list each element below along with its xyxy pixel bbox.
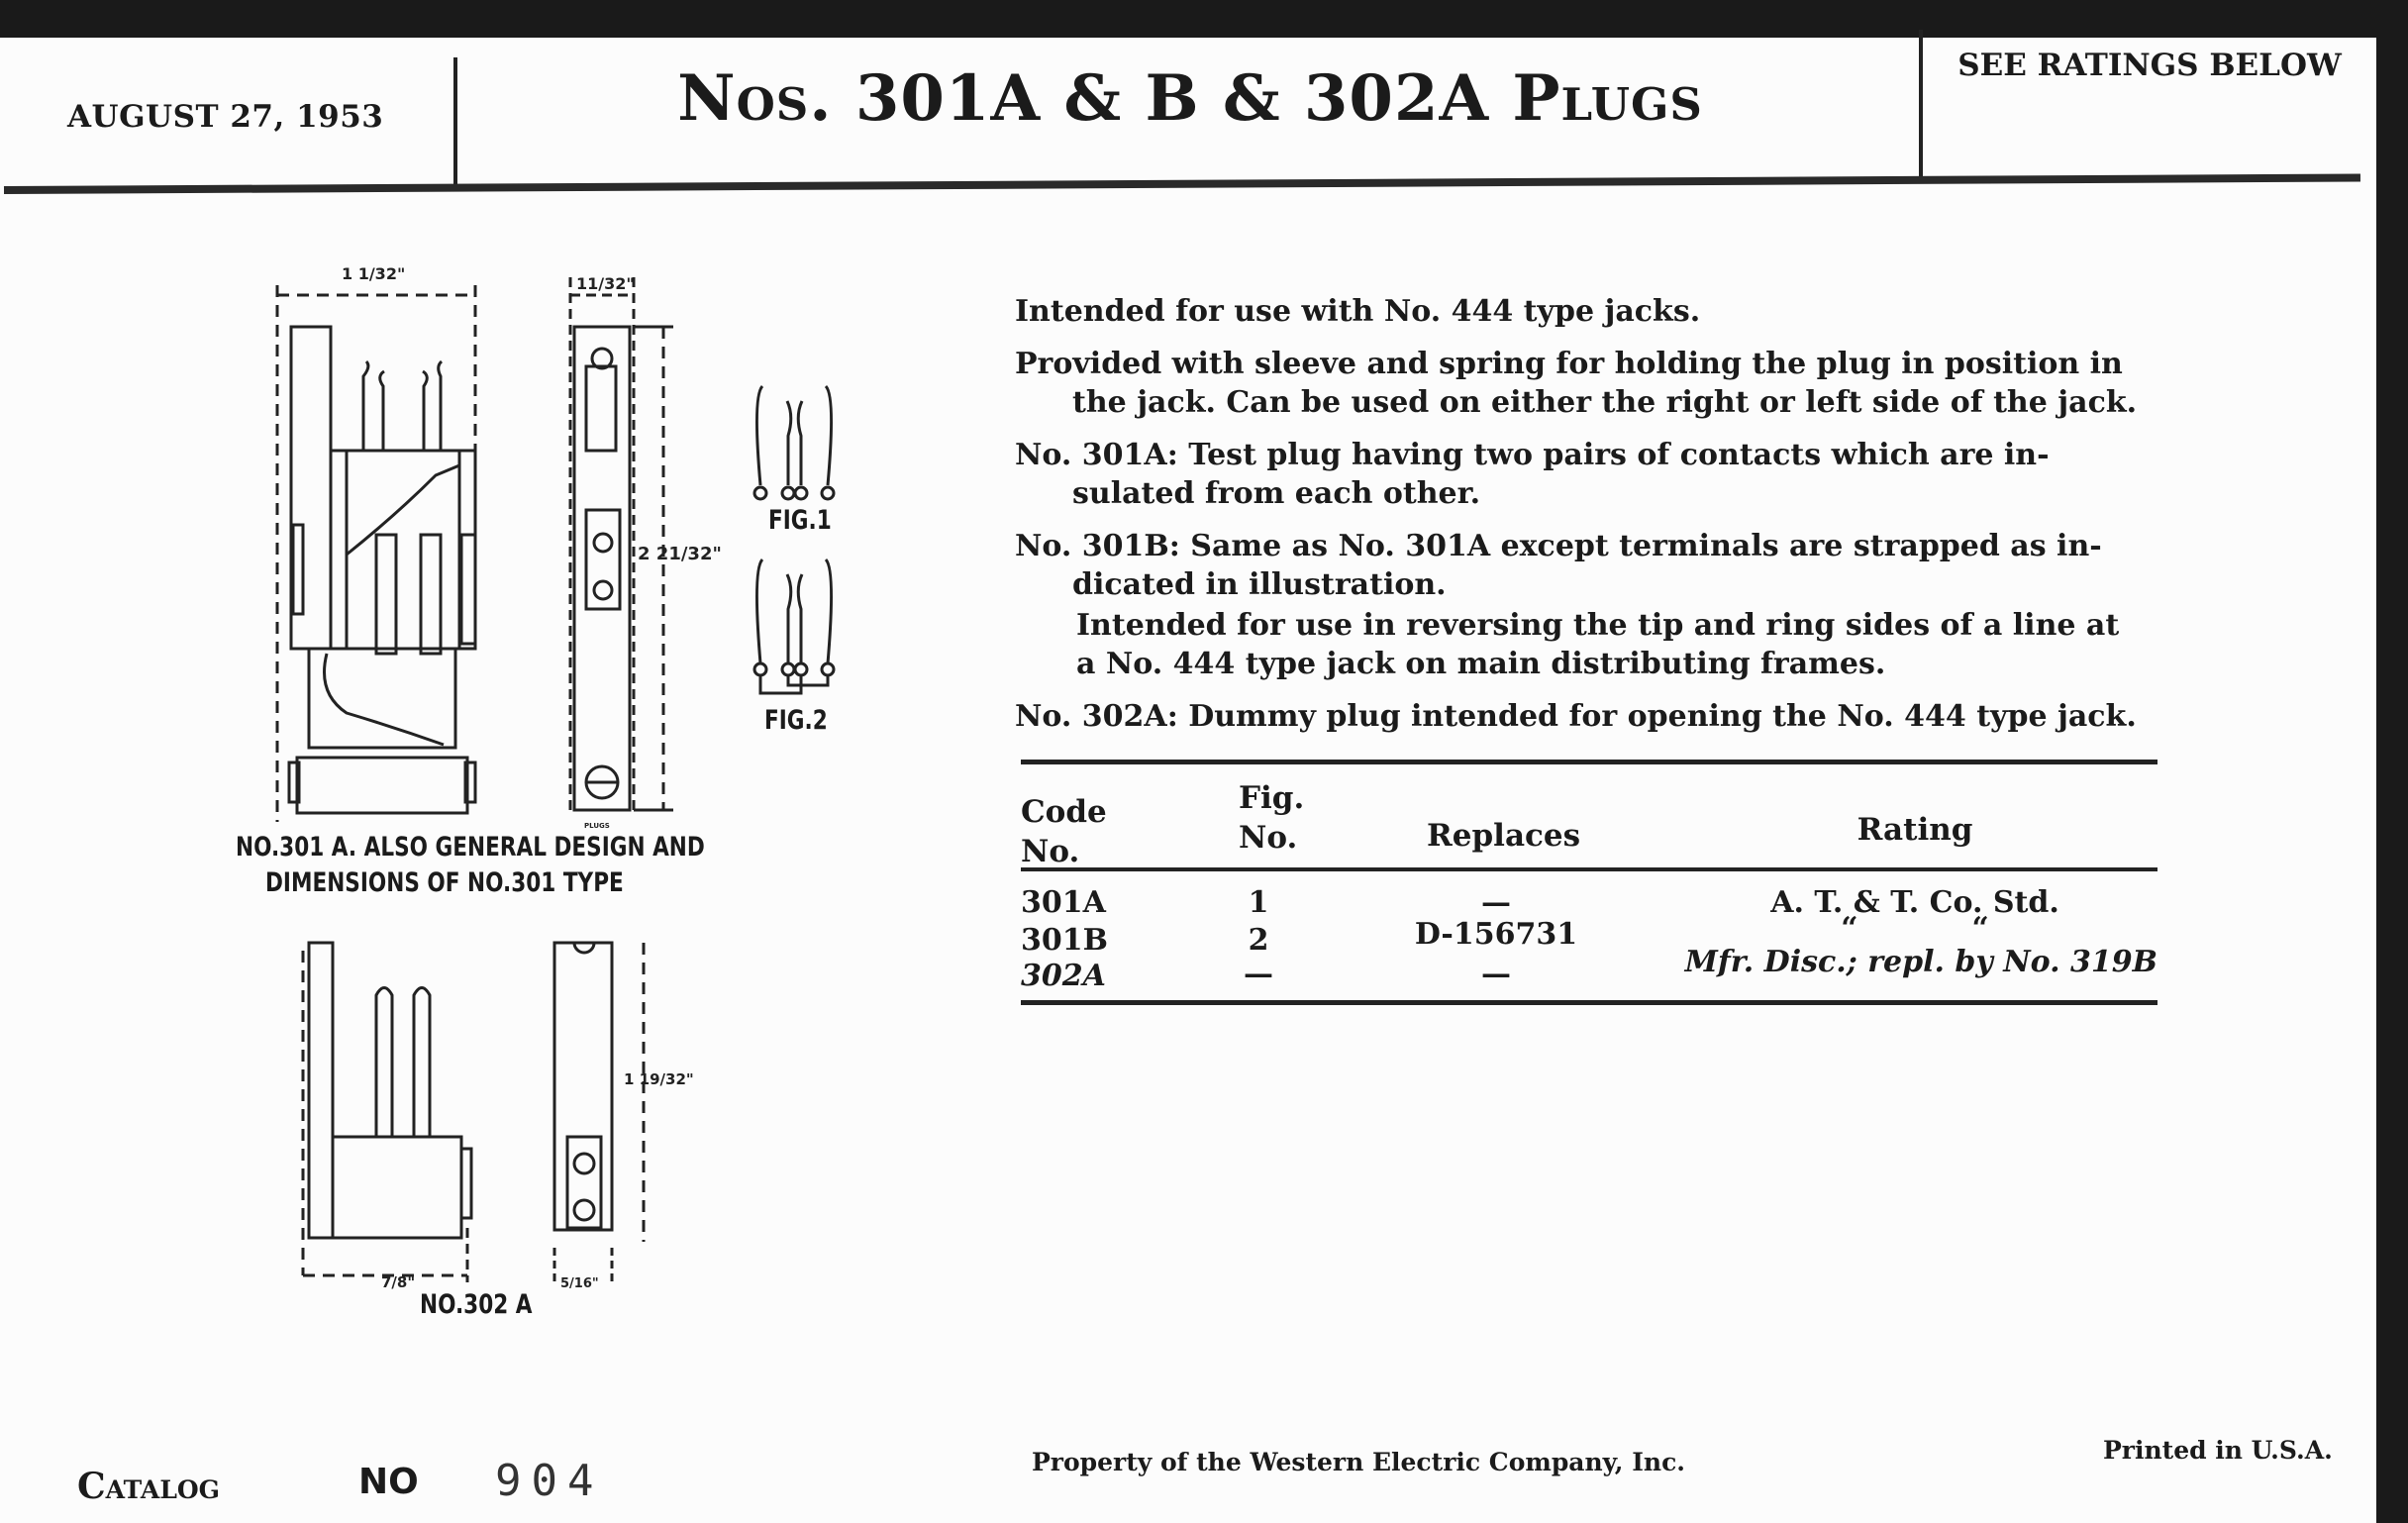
fig1-label: FIG.1 — [768, 505, 832, 536]
description-4: Intended for use in reversing the tip and ring sides of a line at a No. 444 type jack on main distributing frames. — [1076, 608, 2120, 681]
dim-side-301: 11/32" — [576, 274, 635, 293]
header-divider-right — [1919, 30, 1923, 178]
description-5: No. 302A: Dummy plug intended for opening the No. 444 type jack. — [1015, 699, 2137, 734]
cell-replaces: — — [1481, 885, 1511, 920]
catalog-label: Catalog — [77, 1466, 221, 1507]
plug-301a-front-view — [277, 285, 475, 822]
plug-302a-side-view — [554, 943, 644, 1282]
dim-height-302: 1 19/32" — [624, 1070, 694, 1088]
table-header — [1021, 764, 2157, 867]
cell-replaces: — — [1481, 957, 1511, 991]
table-row: 301A — [1021, 885, 1106, 920]
ratings-table — [1021, 760, 2157, 1005]
description-1: Provided with sleeve and spring for holding the plug in position in the jack. Can be used on either the right or left side of the jack. — [1015, 347, 2138, 420]
tiny-label: PLUGS — [584, 822, 610, 830]
header-code: Code No. — [1021, 794, 1107, 869]
plug-drawings — [0, 0, 990, 1386]
header-fig: Fig. No. — [1239, 780, 1305, 856]
cell-fig: 1 — [1248, 885, 1269, 920]
table-row: 301B — [1021, 923, 1108, 958]
description-0: Intended for use with No. 444 type jacks. — [1015, 294, 1701, 329]
description-2: No. 301A: Test plug having two pairs of contacts which are in- sulated from each other. — [1015, 438, 2050, 511]
dim-height-301: 2 21/32" — [638, 544, 722, 564]
ratings-note: SEE RATINGS BELOW — [1957, 48, 2342, 83]
title-prefix: Nos. — [677, 61, 833, 136]
caption-301-line1: NO.301 A. ALSO GENERAL DESIGN AND — [236, 832, 705, 863]
title-suffix: Plugs — [1512, 61, 1703, 136]
description-3: No. 301B: Same as No. 301A except terminals are strapped as in- dicated in illustration. — [1015, 529, 2102, 602]
table-row: 302A — [1021, 959, 1106, 993]
fig1-schematic — [754, 386, 834, 499]
caption-301-line2: DIMENSIONS OF NO.301 TYPE — [265, 867, 624, 898]
dim-width-301: 1 1/32" — [342, 264, 406, 283]
caption-302: NO.302 A — [420, 1289, 533, 1320]
cell-replaces: D-156731 — [1414, 917, 1578, 952]
fig2-schematic — [754, 559, 834, 693]
catalog-date: AUGUST 27, 1953 — [67, 99, 384, 135]
catalog-no-label: NO — [358, 1462, 419, 1502]
header-rating: Rating — [1856, 812, 1973, 848]
cell-rating: Mfr. Disc.; repl. by No. 319B — [1684, 945, 2157, 979]
cell-rating: “ “ — [1841, 911, 1989, 946]
header-replaces: Replaces — [1427, 818, 1581, 854]
cell-fig: — — [1244, 957, 1273, 991]
fig2-label: FIG.2 — [764, 705, 828, 736]
table-body — [1021, 871, 2157, 1000]
title-main: 301A & B & 302A — [854, 61, 1490, 136]
printed-notice: Printed in U.S.A. — [2103, 1436, 2333, 1465]
property-notice: Property of the Western Electric Company, Inc. — [1032, 1448, 1686, 1476]
dim-width-302: 7/8" — [381, 1273, 416, 1291]
table-bottom-rule — [1021, 1000, 2157, 1005]
plug-302a-front-view — [303, 943, 471, 1282]
catalog-number: 904 — [495, 1456, 604, 1506]
cell-fig: 2 — [1248, 923, 1269, 958]
dim-side-302: 5/16" — [560, 1276, 599, 1291]
cell-rating: A. T. & T. Co. Std. — [1770, 885, 2059, 920]
